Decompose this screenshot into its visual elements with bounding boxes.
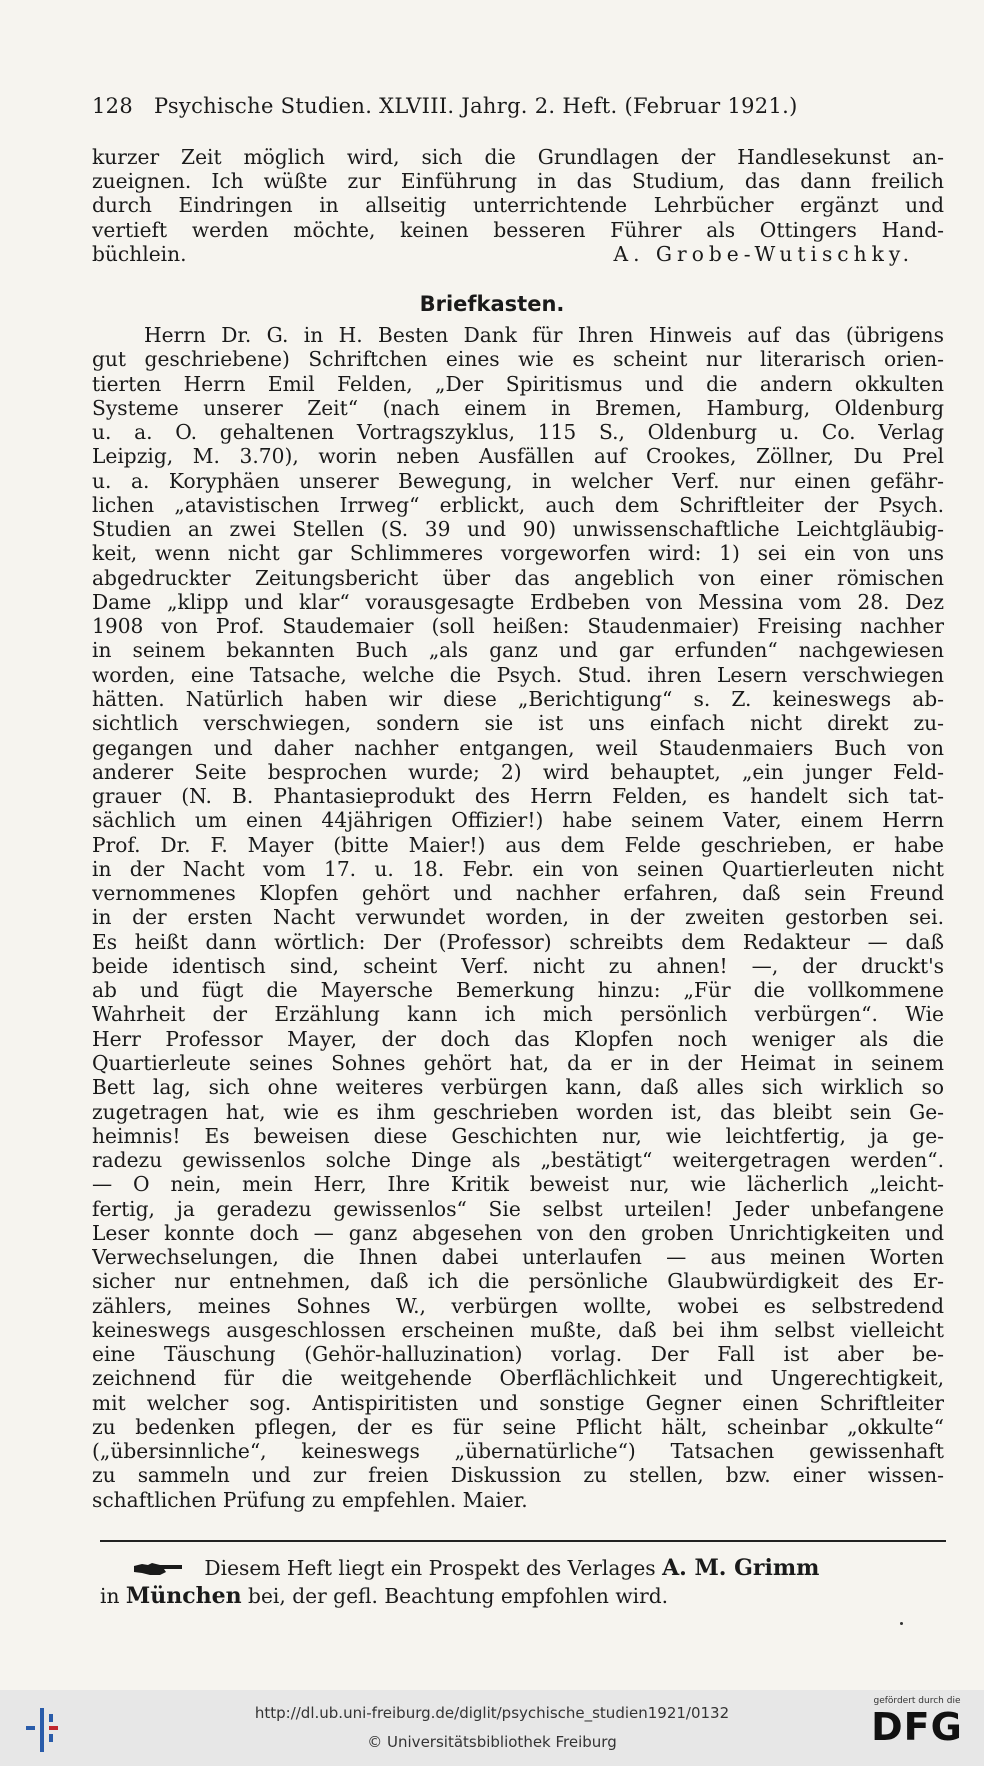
letter-line: Prof. Dr. F. Mayer (bitte Maier!) aus dem Felde geschrieben, er habe: [92, 832, 944, 857]
letter-line: mit welcher sog. Antispiritisten und sonstige Gegner einen Schriftleiter: [92, 1390, 944, 1415]
letter-line: keit, wenn nicht gar Schlimmeres vorgeworfen wird: 1) sei ein von uns: [92, 541, 944, 566]
text-line: kurzer Zeit möglich wird, sich die Grundlagen der Handlesekunst an-: [92, 145, 944, 169]
letter-line: sächlich um einen 44jährigen Offizier!) habe seinem Vater, einem Herrn: [92, 808, 944, 833]
library-footer: [0, 1690, 984, 1766]
letter-line: tierten Herrn Emil Felden, „Der Spiritismus und die andern okkulten: [92, 371, 944, 396]
letter-line: u. a. Koryphäen unserer Bewegung, in welcher Verf. nur einen gefähr-: [92, 468, 944, 493]
letter-line: gegangen und daher nachher entgangen, weil Staudenmaiers Buch von: [92, 735, 944, 760]
letter-line: grauer (N. B. Phantasieprodukt des Herrn Felden, es handelt sich tat-: [92, 784, 944, 809]
text-line: vertieft werden möchte, keinen besseren Führer als Ottingers Hand-: [92, 217, 944, 242]
letter-line: Wahrheit der Erzählung kann ich mich persönlich verbürgen“. Wie: [92, 1002, 944, 1027]
notice-text: Diesem Heft liegt ein Prospekt des Verlages: [204, 1556, 656, 1580]
letter-line: abgedruckter Zeitungsbericht über das angeblich von einer römischen: [92, 565, 944, 590]
text-line: zueignen. Ich wüßte zur Einführung in das Studium, das dann freilich: [92, 169, 944, 194]
letter-line: zählers, meines Sohnes W., verbürgen wollte, wobei es selbstredend: [92, 1293, 944, 1318]
letter-line: Herrn Dr. G. in H. Besten Dank für Ihren Hinweis auf das (übrigens: [144, 323, 944, 347]
letter-line: ab und fügt die Mayersche Bemerkung hinzu: „Für die vollkommene: [92, 978, 944, 1003]
letter-line: Systeme unserer Zeit“ (nach einem in Bremen, Hamburg, Oldenburg: [92, 395, 944, 420]
letter-line: u. a. O. gehaltenen Vortragszyklus, 115 S., Oldenburg u. Co. Verlag: [92, 420, 944, 445]
dfg-caption: gefördert durch die: [873, 1696, 961, 1706]
letter-line: hätten. Natürlich haben wir diese „Berichtigung“ s. Z. keineswegs ab-: [92, 686, 944, 711]
letter-line: lichen „atavistischen Irrweg“ erblickt, auch dem Schriftleiter der Psych.: [92, 492, 944, 517]
letter-line: radezu gewissenlos solche Dinge als „bestätigt“ weitergetragen werden“.: [92, 1148, 944, 1173]
pointing-hand-icon: [132, 1559, 184, 1584]
letter-line: sicher nur entnehmen, daß ich die persönliche Glaubwürdigkeit des Er-: [92, 1269, 944, 1294]
letter-line: Es heißt dann wörtlich: Der (Professor) schreibts dem Redakteur — daß: [92, 929, 944, 954]
letter-line: in seinem bekannten Buch „als ganz und gar erfunden“ nachgewiesen: [92, 638, 944, 663]
letter-line: („übersinnliche“, keineswegs „übernatürliche“) Tatsachen gewissenhaft: [92, 1439, 944, 1464]
letter-line: anderer Seite besprochen wurde; 2) wird behauptet, „ein junger Feld-: [92, 759, 944, 784]
text-line: durch Eindringen in allseitig unterrichtende Lehrbücher ergänzt und: [92, 193, 944, 218]
divider-line: [100, 1540, 946, 1542]
permalink[interactable]: http://dl.ub.uni-freiburg.de/diglit/psychische_studien1921/0132: [254, 1704, 730, 1722]
letter-line: worden, eine Tatsache, welche die Psych. Stud. ihren Lesern verschwiegen: [92, 662, 944, 687]
letter-line: fertig, ja geradezu gewissenlos“ Sie selbst urteilen! Jeder unbefangene: [92, 1196, 944, 1221]
letter-line: schaftlichen Prüfung zu empfehlen. Maier.: [92, 1487, 528, 1512]
letter-line: in der Nacht vom 17. u. 18. Febr. ein von seinen Quartierleuten nicht: [92, 856, 944, 881]
letter-line: in der ersten Nacht verwundet worden, in der zweiten gestorben sei.: [92, 905, 944, 930]
letter-line: Verwechselungen, die Ihnen dabei unterlaufen — aus meinen Worten: [92, 1245, 944, 1270]
dfg-logo-text: DFG: [871, 1705, 963, 1749]
letter-line: Herr Professor Mayer, der doch das Klopfen noch weniger als die: [92, 1026, 944, 1051]
letter-line: zu sammeln und zur freien Diskussion zu stellen, bzw. einer wissen-: [92, 1463, 944, 1488]
page-number: 128: [92, 94, 133, 118]
letter-line: gut geschriebene) Schriftchen eines wie es scheint nur literarisch orien-: [92, 347, 944, 372]
notice-text: in: [100, 1584, 120, 1608]
letter-line: eine Täuschung (Gehör-halluzination) vorlag. Der Fall ist aber be-: [92, 1342, 944, 1367]
letter-line: beide identisch sind, scheint Verf. nicht zu ahnen! —, der druckt's: [92, 953, 944, 978]
letter-line: keineswegs ausgeschlossen erscheinen mußte, daß bei ihm selbst vielleicht: [92, 1317, 944, 1342]
notice-line-2: [100, 1584, 944, 1609]
letter-line: Leser konnte doch — ganz abgesehen von den groben Unrichtigkeiten und: [92, 1220, 944, 1245]
dfg-logo: [864, 1696, 970, 1748]
letter-line: zu bedenken pflegen, der es für seine Pflicht hält, scheinbar „okkulte“: [92, 1414, 944, 1439]
author-signature: A. Grobe-Wutischky.: [613, 241, 914, 266]
scan-speck: [900, 1622, 903, 1625]
letter-line: Leipzig, M. 3.70), worin neben Ausfällen auf Crookes, Zöllner, Du Prel: [92, 444, 944, 469]
letter-line: — O nein, mein Herr, Ihre Kritik beweist nur, wie lächerlich „leicht-: [92, 1172, 944, 1197]
section-heading: Briefkasten.: [419, 292, 565, 316]
letter-body: [92, 323, 944, 1512]
letter-line: vernommenes Klopfen gehört und nachher erfahren, daß sein Freund: [92, 881, 944, 906]
copyright-notice: © Universitätsbibliothek Freiburg: [367, 1733, 617, 1751]
publisher-city: München: [125, 1583, 242, 1609]
letter-line: Dame „klipp und klar“ vorausgesagte Erdbeben von Messina vom 28. Dez: [92, 589, 944, 614]
letter-line: zeichnend für die weitgehende Oberflächlichkeit und Ungerechtigkeit,: [92, 1366, 944, 1391]
text-line-end: büchlein.: [92, 241, 187, 266]
letter-line: Quartierleute seines Sohnes gehört hat, da er in der Heimat in seinem: [92, 1050, 944, 1075]
letter-line: Bett lag, sich ohne weiteres verbürgen kann, daß alles sich wirklich so: [92, 1075, 944, 1100]
publisher-name: A. M. Grimm: [662, 1555, 820, 1581]
notice-line-1: [132, 1556, 944, 1584]
letter-line: sichtlich verschwiegen, sondern sie ist uns einfach nicht direkt zu-: [92, 711, 944, 736]
running-header: [92, 94, 902, 118]
letter-line: zugetragen hat, wie es ihm geschrieben worden ist, das bleibt sein Ge-: [92, 1099, 944, 1124]
running-title: Psychische Studien. XLVIII. Jahrg. 2. Heft. (Februar 1921.): [153, 94, 798, 118]
publisher-notice: [100, 1555, 944, 1609]
previous-article-ending: [92, 145, 944, 266]
letter-line: 1908 von Prof. Staudemaier (soll heißen: Staudenmaier) Freising nachher: [92, 614, 944, 639]
notice-text: bei, der gefl. Beachtung empfohlen wird.: [248, 1584, 669, 1608]
letter-line: heimnis! Es beweisen diese Geschichten nur, wie leichtfertig, ja ge-: [92, 1123, 944, 1148]
letter-line: Studien an zwei Stellen (S. 39 und 90) unwissenschaftliche Leichtgläubig-: [92, 517, 944, 542]
text-line: [92, 242, 944, 266]
